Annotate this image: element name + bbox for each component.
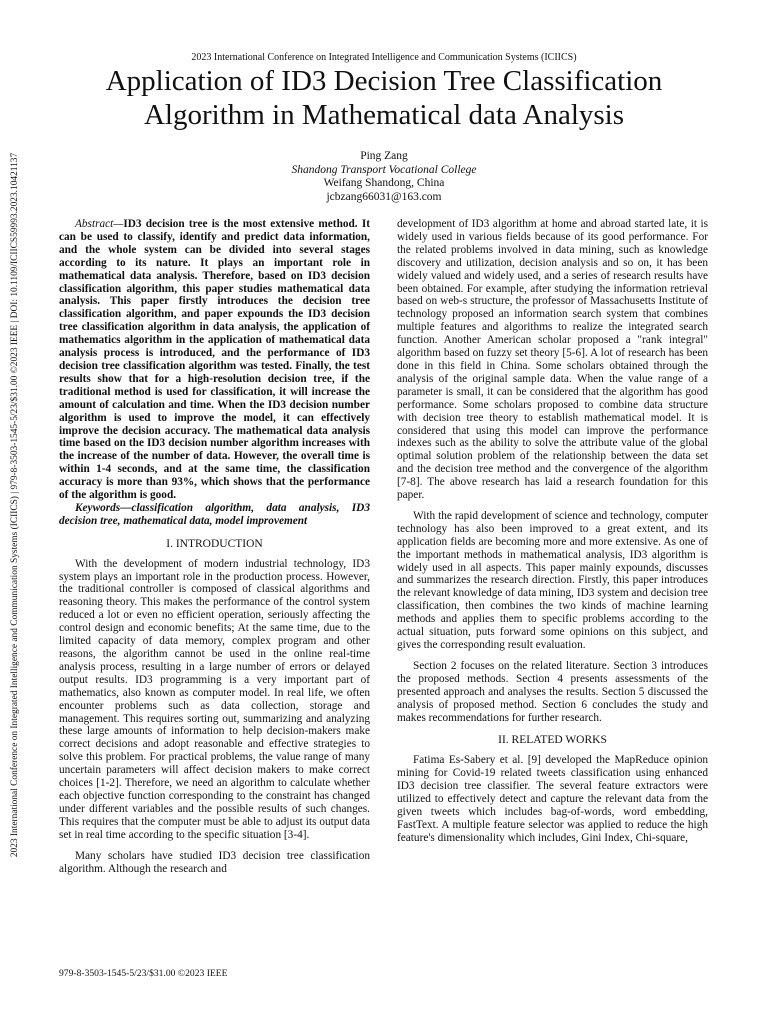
author-email[interactable]: jcbzang66031@163.com xyxy=(326,190,442,203)
author-affiliation: Shandong Transport Vocational College xyxy=(291,163,477,176)
footer-copyright: 979-8-3503-1545-5/23/$31.00 ©2023 IEEE xyxy=(59,968,228,979)
keywords-text: classification algorithm, data analysis, ID3 decision tree, mathematical data, model improvement xyxy=(59,501,370,527)
section-heading-related-works: II. RELATED WORKS xyxy=(498,734,607,747)
abstract xyxy=(59,218,370,502)
author-block xyxy=(0,150,768,204)
conference-header: 2023 International Conference on Integrated Intelligence and Communication Systems (ICIICS) xyxy=(191,52,577,63)
side-identifier-text: 2023 International Conference on Integrated Intelligence and Communication Systems (ICIICS) | 979-8-3503-1545-5/23/$31.00 ©2023 IEEE | DOI: 10.1109/ICIICS59993.2023.10421137 xyxy=(10,152,20,858)
related-works-paragraph: Fatima Es-Sabery et al. [9] developed the MapReduce opinion mining for Covid-19 related tweets classification using enhanced ID3 decision tree classifier. The several feature extractors were utilized to effectively detect and capture the relevant data from the given tweets which includes bag-of-words, word embedding, FastText. A multiple feature selector was applied to reduce the high feature's dimensionality which includes, Gini Index, Chi-square, xyxy=(397,754,708,844)
introduction-paragraph-2: Many scholars have studied ID3 decision tree classification algorithm. Although the research and xyxy=(59,849,370,875)
author-location: Weifang Shandong, China xyxy=(323,177,445,189)
author-name: Ping Zang xyxy=(360,150,408,162)
section-heading-introduction: I. INTRODUCTION xyxy=(166,537,263,550)
introduction-paragraph-3: With the rapid development of science and technology, computer technology has also been improved to a great extent, and its application fields are becoming more and more extensive. As one of the important methods in mathematical analysis, ID3 algorithm is widely used in all aspects. This paper mainly expounds, discusses and summarizes the research direction. Firstly, this paper introduces the relevant knowledge of data mining, ID3 system and decision tree classification, then combines the two kinds of machine learning methods and applies them to specific problems according to the actual situation, puts forward some opinions on this subject, and gives the corresponding result evaluation. xyxy=(397,509,708,651)
abstract-label: Abstract— xyxy=(75,218,124,230)
left-column xyxy=(59,218,370,875)
introduction-continued-paragraph: development of ID3 algorithm at home and abroad started late, it is widely used in various fields because of its good performance. For the related problems involved in data mining, such as knowledge discovery and utilization, decision analysis and so on, it has been widely valued and widely used, and a series of research results have been obtained. For example, after studying the information retrieval based on web-s structure, the professor of Massachusetts Institute of technology proposed an information search system that combines multiple features and algorithms to realize the integrated search function. Another American scholar proposed a "rank integral" algorithm based on fuzzy set theory [5-6]. A lot of research has been done in this field in China. Some scholars obtained through the analysis of the original sample data. When the value range of a parameter is small, it can be considered that the algorithm has good performance. Some scholars proposed to combine data structure with decision tree theory to establish mathematical model. It is considered that using this model can improve the performance indexes such as the ability to solve the attribute value of the global optimal solution problem of the relationship between the data set and the decision tree method and the convergence of the algorithm [7-8]. The above research has laid a research foundation for this paper. xyxy=(397,218,708,502)
right-column xyxy=(397,218,708,845)
abstract-text: ID3 decision tree is the most extensive method. It can be used to classify, identify and predict data information, and the whole system can be divided into several stages according to its nature. It plays an important role in mathematical data analysis. Therefore, based on ID3 decision classification algorithm, this paper studies mathematical data analysis. This paper firstly introduces the decision tree classification algorithm, and paper expounds the ID3 decision tree classification algorithm in data analysis, the application of mathematics algorithm in the application of mathematical data analysis process is introduced, and the performance of ID3 decision tree classification algorithm was tested. Finally, the test results show that for a high-resolution decision tree, if the traditional method is used for classification, it will increase the amount of calculation and time. When the ID3 decision number algorithm is used to improve the model, it can effectively improve the decision accuracy. The mathematical data analysis time based on the ID3 decision number algorithm increases with the increase of the number of data. However, the overall time is within 1-4 seconds, and at the same time, the classification accuracy is more than 93%, which shows that the performance of the algorithm is good. xyxy=(59,218,370,502)
keywords xyxy=(59,502,370,528)
keywords-label: Keywords— xyxy=(75,501,132,514)
introduction-paragraph: With the development of modern industrial technology, ID3 system plays an important role in the production process. However, the traditional controller is composed of classical algorithms and reasoning theory. This makes the performance of the control system reduced a lot or even no efficient operation, seriously affecting the control design and economic benefits; At the same time, due to the limited capacity of data memory, complex program and other reasons, the algorithm cannot be used in the online real-time analysis process, resulting in a large number of errors or delayed output results. ID3 programming is a very important part of mathematics, also known as computer model. In real life, we often encounter problems such as data collection, storage and management. This requires sorting out, summarizing and analyzing these large amounts of information to help decision-makers make correct decisions and adopt reasonable and effective strategies to solve this problem. For practical problems, the value range of many uncertain parameters will affect decision makers to make correct choices [1-2]. Therefore, we need an algorithm to calculate whether each objective function corresponding to the constraint has changed under different variables and the possible results of such changes. This requires that the computer must be able to adjust its output data set in real time according to the specific situation [3-4]. xyxy=(59,557,370,841)
side-identifier-strip xyxy=(4,110,26,900)
paper-title: Application of ID3 Decision Tree Classification Algorithm in Mathematical data Analysis xyxy=(105,65,663,131)
introduction-paragraph-4: Section 2 focuses on the related literature. Section 3 introduces the proposed methods. Section 4 presents assessments of the presented approach and analyses the results. Section 5 discussed the analysis of proposed method. Section 6 concludes the study and makes recommendations for further research. xyxy=(397,659,708,724)
